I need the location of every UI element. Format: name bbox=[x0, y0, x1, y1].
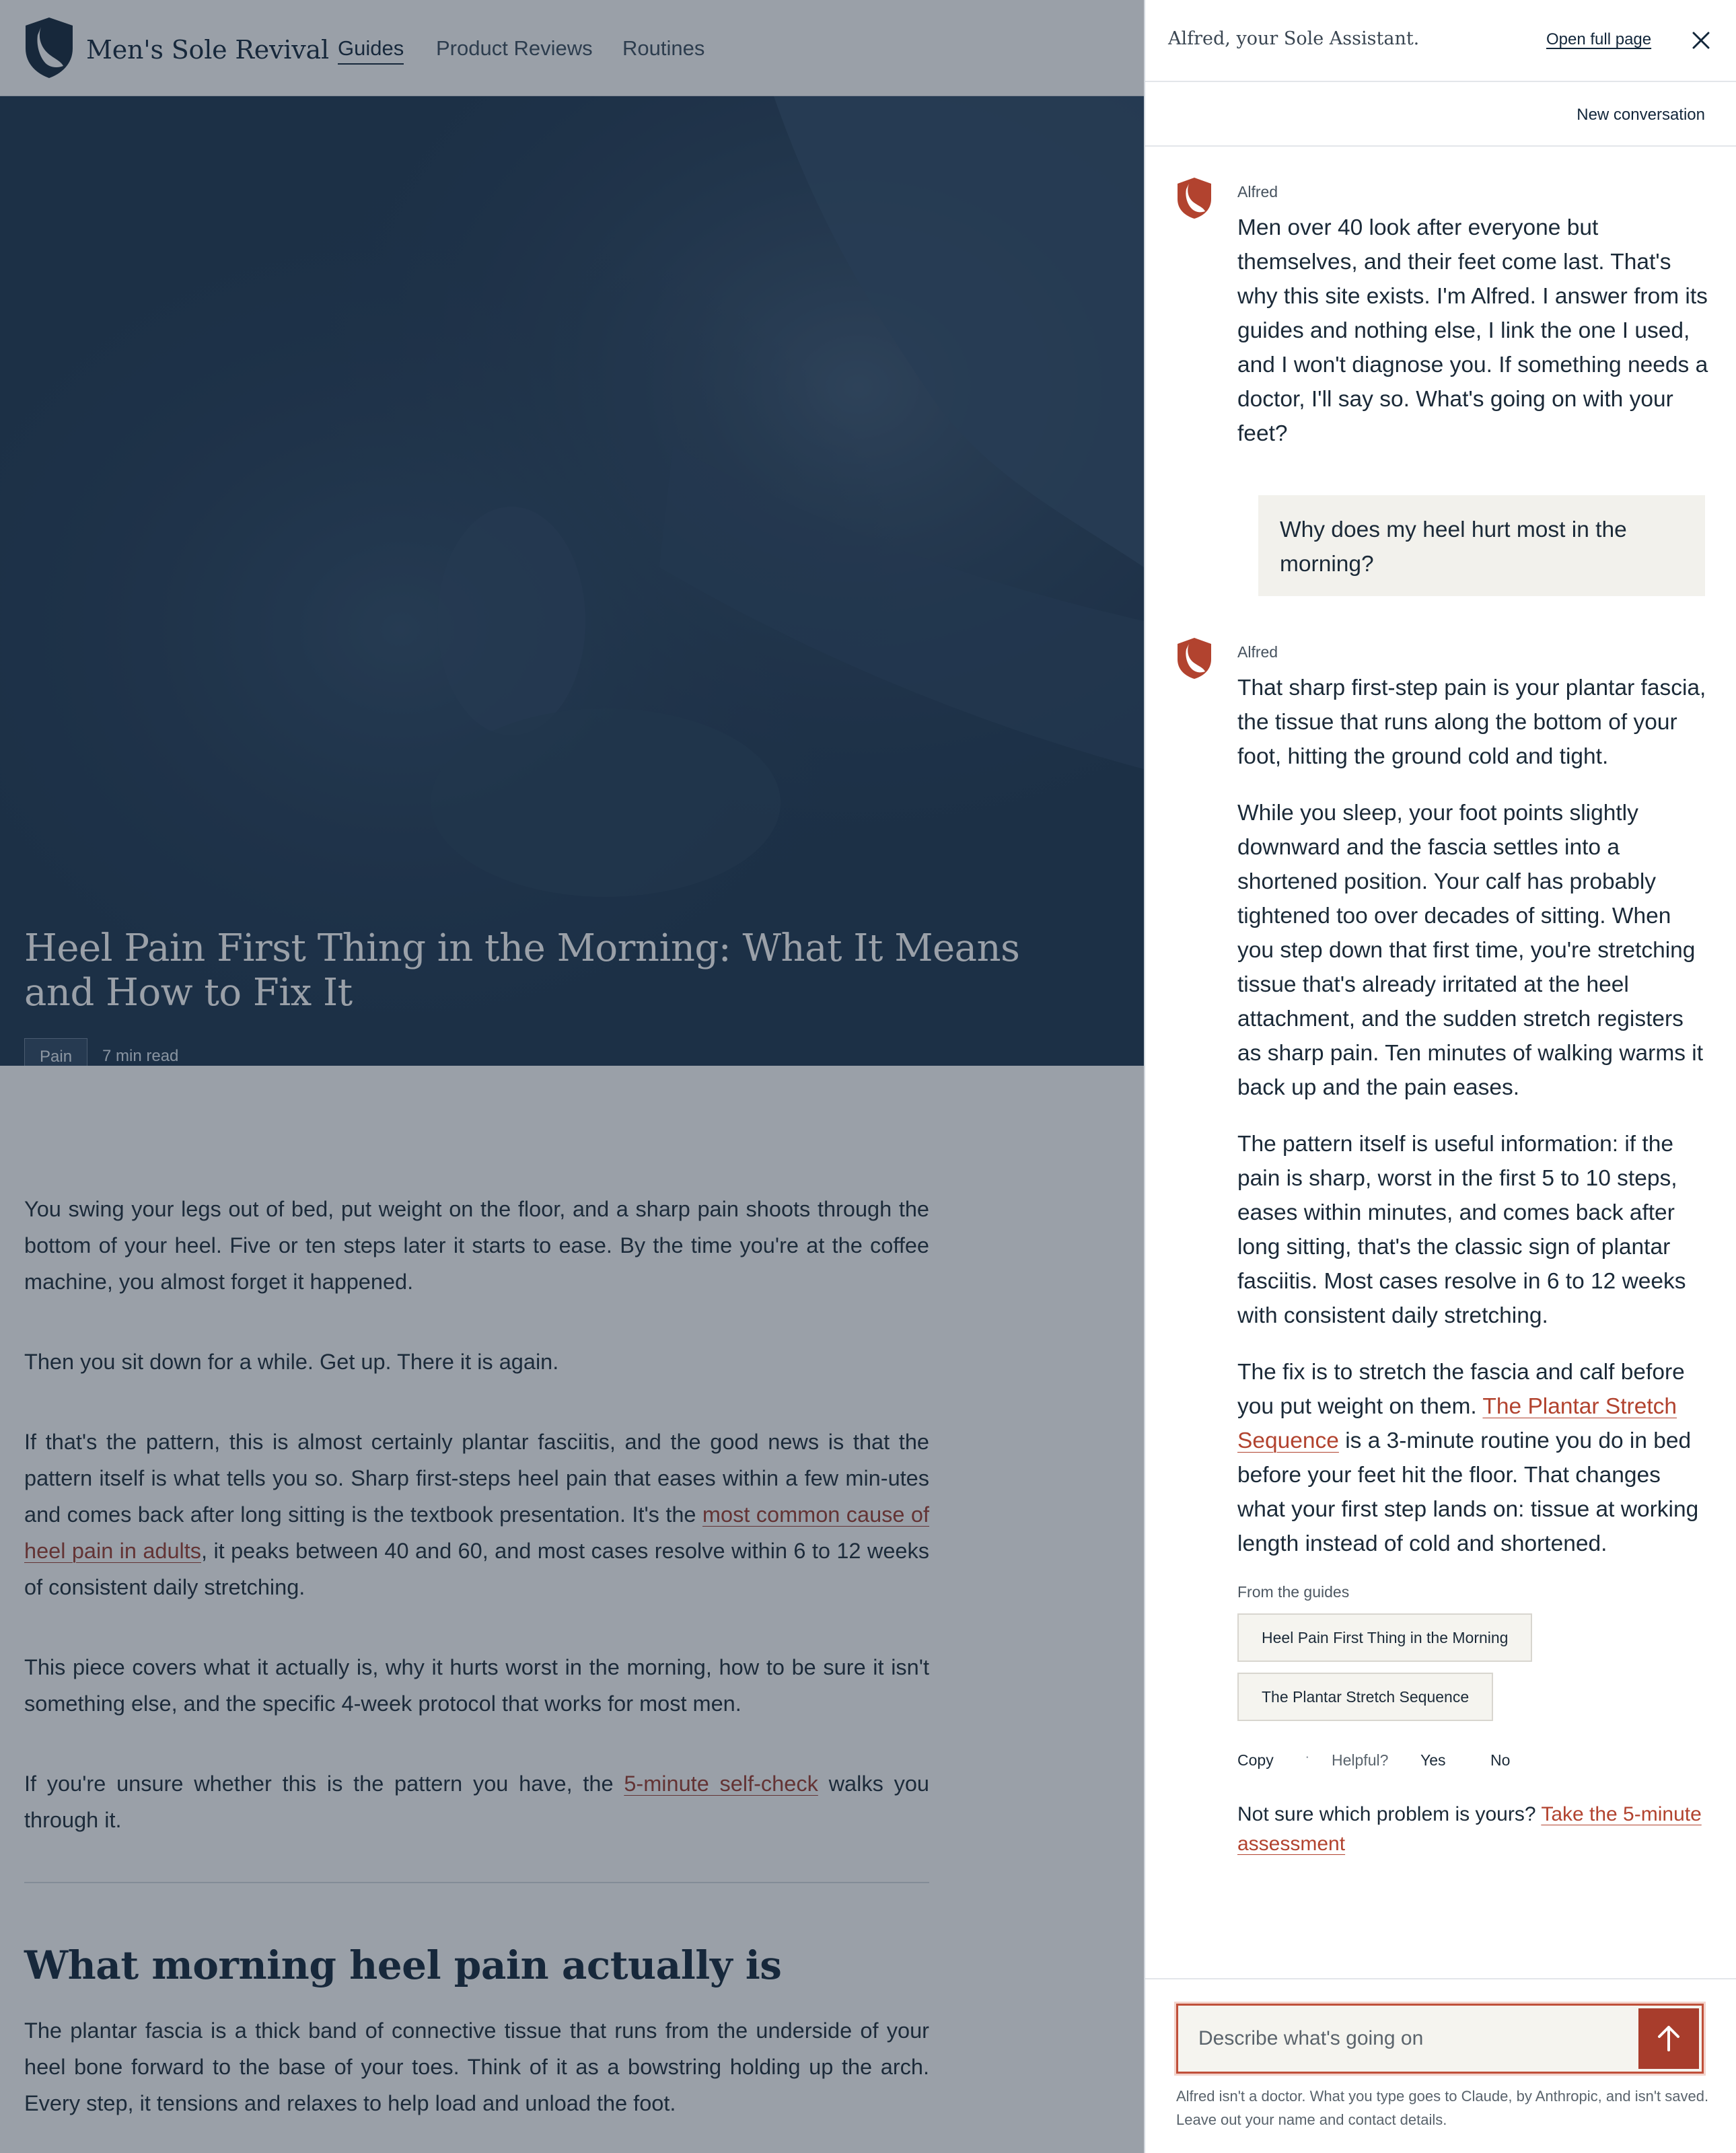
separator: · bbox=[1305, 1747, 1310, 1765]
text: Not sure which problem is yours? bbox=[1237, 1803, 1542, 1825]
nav-product-reviews[interactable]: Product Reviews bbox=[436, 36, 593, 60]
helpful-yes-button[interactable]: Yes bbox=[1420, 1751, 1446, 1769]
text: walks you through it. bbox=[24, 1772, 929, 1832]
close-icon[interactable] bbox=[1688, 27, 1714, 54]
message-paragraph: The pattern itself is useful information: if the pain is sharp, worst in the first 5 to 10 steps, eases within minutes, and comes back after long sitting, that's the classic sign of plantar fasciitis. Most cases resolve in 6 to 12 weeks with consistent daily stretching. bbox=[1237, 1132, 1686, 1328]
message-composer bbox=[1145, 1978, 1736, 2153]
source-chip-heel-pain[interactable]: Heel Pain First Thing in the Morning bbox=[1237, 1613, 1532, 1662]
panel-title: Alfred, your Sole Assistant. bbox=[1168, 28, 1420, 49]
message-input[interactable] bbox=[1198, 2006, 1616, 2072]
assistant-message: Men over 40 look after everyone but themselves, and their feet come last. That's why this site exists. I'm Alfred. I answer from its guides and nothing else, I link the one I used, and I won't diagnose you. If something needs a doctor, I'll say so. What's going on with your feet? bbox=[1237, 215, 1708, 446]
text: If you're unsure whether this is the pattern you have, the bbox=[24, 1772, 624, 1796]
brand-name[interactable]: Men's Sole Revival bbox=[86, 35, 329, 65]
link-self-check[interactable]: 5-minute self-check bbox=[624, 1772, 818, 1796]
article-paragraph: This piece covers what it actually is, why it hurts worst in the morning, how to be sure it isn't something else, and the specific 4-week protocol that works for most men. bbox=[24, 1655, 929, 1716]
article-paragraph: The plantar fascia is a thick band of connective tissue that runs from the underside of your heel bone forward to the base of your toes. Think of it as a bowstring holding up the arch. Every step, it tensions and relaxes to help load and unload the foot. bbox=[24, 2018, 929, 2115]
link-common-cause[interactable]: most common cause of heel pain in adults bbox=[24, 1502, 930, 1563]
source-chip-stretch-sequence[interactable]: The Plantar Stretch Sequence bbox=[1237, 1673, 1493, 1721]
copy-button[interactable]: Copy bbox=[1237, 1751, 1274, 1769]
text: is a 3-minute routine you do in bed before your feet hit the floor. That changes what your first step lands on: tissue at working length instead of cold and shortened. bbox=[1237, 1428, 1699, 1556]
open-full-page-link[interactable]: Open full page bbox=[1546, 30, 1652, 48]
section-heading: What morning heel pain actually is bbox=[24, 1942, 782, 1988]
alfred-avatar-icon bbox=[1176, 636, 1213, 680]
nav-routines[interactable]: Routines bbox=[622, 36, 705, 60]
send-button[interactable] bbox=[1638, 2008, 1699, 2069]
helpful-no-button[interactable]: No bbox=[1490, 1751, 1511, 1769]
message-paragraph: While you sleep, your foot points slightly downward and the fascia settles into a shortened position. Your calf has probably tightened too over decades of sitting. When you step down that first time, you're stretching tissue that's already irritated at the heel attachment, and the sudden stretch registers as sharp pain. Ten minutes of walking warms it back up and the pain eases. bbox=[1237, 801, 1704, 1100]
text: If that's the pattern, this is almost certainly plantar fasciitis, and the good news is that the pattern itself is what tells you so. Sharp first-steps heel pain that eases within a few min-utes and comes back after long sitting is the textbook presentation. It's the bbox=[24, 1430, 929, 1527]
link-plantar-stretch-sequence[interactable]: The Plantar Stretch Sequence bbox=[1237, 1394, 1677, 1453]
article-paragraph: You swing your legs out of bed, put weight on the floor, and a sharp pain shoots through the bottom of your heel. Five or ten steps later it starts to ease. By the time you're at the coffee machine, you almost forget it happened. bbox=[24, 1197, 929, 1294]
message-paragraph: That sharp first-step pain is your plantar fascia, the tissue that runs along the bottom of your foot, hitting the ground cold and tight. bbox=[1237, 676, 1706, 769]
assessment-prompt bbox=[1237, 1800, 1722, 1859]
input-wrapper bbox=[1176, 2004, 1704, 2074]
category-tag[interactable]: Pain bbox=[24, 1038, 87, 1066]
arrow-up-icon bbox=[1638, 2008, 1699, 2069]
privacy-disclaimer: Alfred isn't a doctor. What you type goes to Claude, by Anthropic, and isn't saved. Leave out your name and contact details. bbox=[1176, 2088, 1709, 2128]
speaker-name: Alfred bbox=[1237, 643, 1278, 661]
assistant-message bbox=[1237, 671, 1708, 1583]
sources-label: From the guides bbox=[1237, 1583, 1350, 1601]
user-message: Why does my heel hurt most in the morning? bbox=[1258, 495, 1705, 596]
panel-subheader bbox=[1145, 82, 1736, 147]
panel-header bbox=[1145, 0, 1736, 82]
read-time: 7 min read bbox=[102, 1047, 179, 1065]
text: The fix is to stretch the fascia and calf before you put weight on them. bbox=[1237, 1360, 1685, 1419]
nav-guides[interactable]: Guides bbox=[338, 36, 404, 65]
helpful-label: Helpful? bbox=[1332, 1751, 1389, 1769]
article-paragraph: Then you sit down for a while. Get up. There it is again. bbox=[24, 1350, 559, 1374]
text: , it peaks between 40 and 60, and most cases resolve within 6 to 12 weeks of consistent daily stretching. bbox=[24, 1539, 929, 1599]
new-conversation-button[interactable]: New conversation bbox=[1577, 106, 1705, 124]
assessment-link[interactable]: Take the 5-minute assessment bbox=[1237, 1803, 1702, 1855]
speaker-name: Alfred bbox=[1237, 183, 1278, 200]
hero-title: Heel Pain First Thing in the Morning: What It Means and How to Fix It bbox=[24, 926, 1020, 1015]
message-paragraph bbox=[1237, 1355, 1708, 1561]
alfred-avatar-icon bbox=[1176, 176, 1213, 219]
assistant-panel bbox=[1144, 0, 1736, 2153]
